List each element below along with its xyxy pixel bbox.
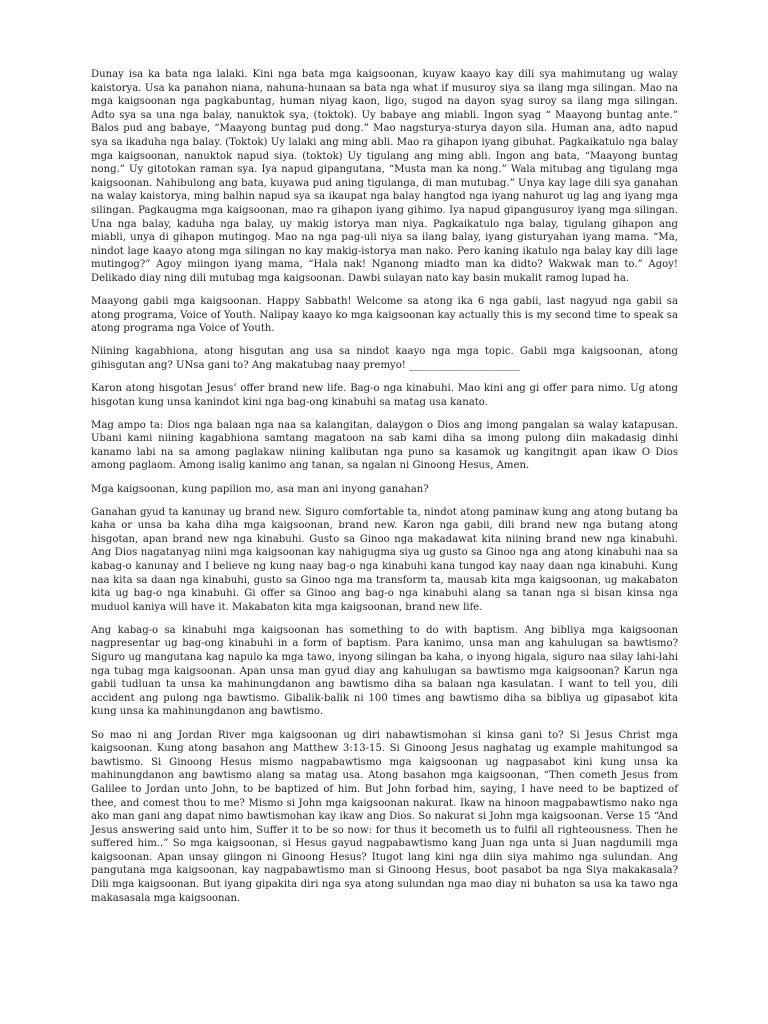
paragraph-greeting: Maayong gabii mga kaigsoonan. Happy Sabbath! Welcome sa atong ika 6 nga gabii, last nagyud nga gabii sa atong programa, Voice of Youth. Nalipay kaayo ko mga kaigsoonan kay actually this is my second time to speak sa atong programa nga Voice of Youth.: [91, 296, 678, 335]
paragraph-choice-question: Mga kaigsoonan, kung papilion mo, asa man ani inyong ganahan?: [91, 483, 429, 495]
paragraph-jordan-river: So mao ni ang Jordan River mga kaigsoonan ug diri nabawtismohan si kinsa gani to? Si Jesus Christ mga kaigsoonan. Kung atong basahon ang Matthew 3:13-15. Si Ginoong Jesus naghatag ug example mahitungod sa bawtismo. Si Ginoong Hesus mismo nagpabawtismo mga kaigsoonan ug nagpasabot kini kung unsa ka mahinungdanon ang bawtismo alang sa matag usa. Atong basahon mga kaigsoonan, “Then cometh Jesus from Galilee to Jordan unto John, to be baptized of him. But John forbad him, saying, I have need to be baptized of thee, and comest thou to me? Mismo si John mga kaigsoonan nakurat. Ikaw na hinoon magpabawtismo nako nga ako man gani ang dapat nimo bawtismohan kay ikaw ang Dios. So nakurat si John mga kaigsoonan. Verse 15 “And Jesus answering said unto him, Suffer it to be so now: for thus it becometh us to fulfil all righteousness. Then he suffered him..” So mga kaigsoonan, si Hesus gayud nagpabawtismo kang Juan nga unta si Juan nagdumili mga kaigsoonan. Apan unsay giingon ni Ginoong Hesus? Itugot lang kini nga diin siya mahimo nga sulundan. Ang pangutana mga kaigsoonan, kay nagpabawtismo man si Ginoong Hesus, boot pasabot ba nga Siya makakasala? Dili mga kaigsoonan. But iyang gipakita diri nga sya atong sulundan nga mao diay ni buhaton sa usa ka tawo nga makasasala mga kaigsoonan.: [91, 729, 678, 904]
paragraph-topic-intro: Karon atong hisgotan Jesus’ offer brand new life. Bag-o nga kinabuhi. Mao kini ang gi offer para nimo. Ug atong hisgotan kung unsa kanindot kini nga bag-ong kinabuhi sa matag usa kanato.: [91, 382, 678, 408]
paragraph-baptism: Ang kabag-o sa kinabuhi mga kaigsoonan has something to do with baptism. Ang bibliya mga kaigsoonan nagpresentar ug bag-ong kinabuhi in a form of baptism. Para kanimo, unsa man ang kahulugan sa bawtismo? Siguro ug mangutana kag napulo ka mga tawo, inyong silingan ba kaha, o inyong higala, siguro naa silay lahi-lahi nga tubag mga kaigsoonan. Apan unsa man gyud diay ang kahulugan sa bawtismo mga kaigsoonan? Karun nga gabii tudluan ta unsa ka mahinungdanon ang bawtismo diha sa balaan nga kasulatan. I want to tell you, dili accident ang pulong nga bawtismo. Gibalik-balik ni 100 times ang bawtismo diha sa bibliya ug gipasabot kita kung unsa ka mahinungdanon ang bawtismo.: [91, 624, 678, 718]
paragraph-brand-new: Ganahan gyud ta kanunay ug brand new. Siguro comfortable ta, nindot atong paminaw kung ang atong butang ba kaha or unsa ba kaha diha mga kaigsoonan, brand new. Karon nga gabii, dili brand new nga butang atong hisgotan, apan brand new nga kinabuhi. Gusto sa Ginoo nga makadawat kita niining brand new nga kinabuhi. Ang Dios nagatanyag niini mga kaigsoonan kay nahigugma siya ug gusto sa Ginoo nga ang atong kinabuhi naa sa kabag-o kanunay and I believe ng kung naay bag-o nga kinabuhi kana tungod kay naay daan nga kinabuhi. Kung naa kita sa daan nga kinabuhi, gusto sa Ginoo nga ma transform ta, mausab kita mga kaigsoonan, ug makabaton kita ug bag-o nga kinabuhi. Gi offer sa Ginoo ang bag-o nga kinabuhi alang sa tanan nga si bisan kinsa nga muduol kaniya will have it. Makabaton kita mga kaigsoonan, brand new life.: [91, 506, 678, 613]
paragraph-story: Dunay isa ka bata nga lalaki. Kini nga bata mga kaigsoonan, kuyaw kaayo kay dili sya mahimutang ug walay kaistorya. Usa ka panahon niana, nahuna-hunaan sa bata nga what if musuroy siya sa ilang mga silingan. Mao na mga kaigsoonan nga pagkabuntag, human niyag kaon, ligo, sugod na dayon syag suroy sa ilang mga silingan. Adto sya sa una nga balay, nanuktok sya, (toktok). Uy babaye ang miabli. Ingon syag “ Maayong buntag ante.” Balos pud ang babaye, “Maayong buntag pud dong.” Mao nagsturya-sturya dayon sila. Human ana, adto napud sya sa ikaduha nga balay. (Toktok) Uy lalaki ang ming abli. Mao ra gihapon iyang gibuhat. Pagkaikatulo nga balay mga kaigsoonan, nanuktok napud siya. (toktok) Uy tigulang ang ming abli. Ingon ang bata, “Maayong buntag nong.” Uy gitotokan raman sya. Iya napud gipangutana, “Musta man ka nong.” Wala mitubag ang tigulang mga kaigsoonan. Nahibulong ang bata, kuyawa pud aning tigulanga, di man mutubag.” Unya kay lage dili sya ganahan na walay kaistorya, ming balhin napud sya sa ikaupat nga balay hangtod nga iyang nahurot ug lag ang iyang mga silingan. Pagkaugma mga kaigsoonan, mao ra gihapon iyang gihimo. Iya napud gipangusuroy iyang mga silingan. Una nga balay, kaduha nga balay, uy makig istorya man niya. Pagkaikatulo nga balay, tigulang gihapon ang miabli, unya di gihapon mutingog. Mao na nga pag-uli niya sa ilang balay, iyang gisturyahan iyang mama. “Ma, nindot lage kaayo atong mga silingan no kay makig-istorya man nako. Pero kaning ikatulo nga balay kay dili lage mutingog?” Agoy miingon iyang mama, “Hala nak! Nganong miadto man ka didto? Wakwak man to.” Agoy! Delikado diay ning dili mutubag mga kaigsoonan. Dawbi sulayan nato kay basin mukalit ramog lupad ha.: [91, 69, 678, 284]
paragraph-topic-question: Niining kagabhiona, atong hisgutan ang usa sa nindot kaayo nga mga topic. Gabii mga kaigsoonan, atong gihisgutan ang? UNsa gani to? Ang makatubag naay premyo! ______________________: [91, 346, 678, 371]
document-page: [91, 68, 678, 915]
paragraph-prayer: Mag ampo ta: Dios nga balaan nga naa sa kalangitan, dalaygon o Dios ang imong pangalan sa walay katapusan. Ubani kami niining kagabhiona samtang magatoon na sab kami diha sa imong pulong diin makadasig dinhi kanamo labi na sa among paglakaw niining kalibutan nga puno sa kasamok ug kangitngit apan ikaw O Dios among paglaom. Among isalig kanimo ang tanan, sa ngalan ni Ginoong Hesus, Amen.: [91, 419, 678, 472]
